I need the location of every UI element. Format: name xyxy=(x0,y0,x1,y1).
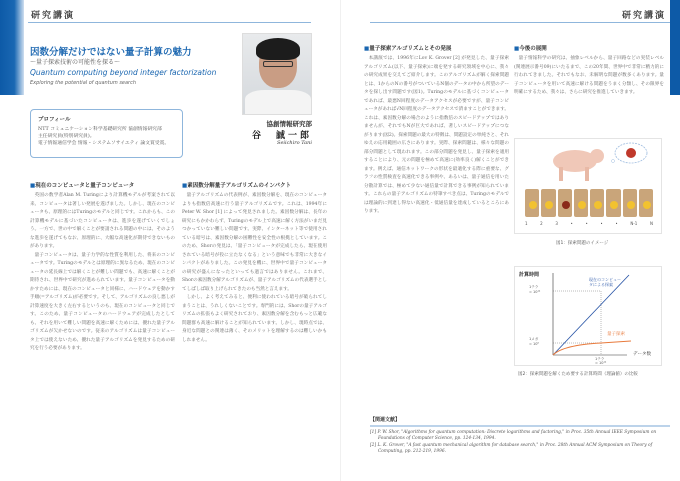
figure1-caption: 図1：探索問題のイメージ xyxy=(556,241,609,246)
bag-label: 1 xyxy=(525,221,528,226)
right-accent-bar xyxy=(670,0,680,95)
paragraph: 量子情報科学の研究は、抽象レベルから、量子回路などの実装レベル(関連展示番号09)にいたるまで、この20年間、世界中で非常に精力的に行われてきました。それでもなお、未解明な問題が数多くあります。量子コンピュータを用いて高速に解ける問題をうまく分類し、その限界を明確にするため、我々は、さらに研究を推進していきます。 xyxy=(514,56,664,95)
author-name-en: Seiichiro Tani xyxy=(277,140,312,146)
references-heading: 【関連文献】 xyxy=(370,416,670,427)
x-tick: 1テラ = 10¹² xyxy=(595,357,607,365)
section-future: ■今後の展開 量子情報科学の研究は、抽象レベルから、量子回路などの実装レベル(関連展示番号09)にいたるまで、この20年間、世界中で非常に精力的に行われてきました。それでもなお、未解明な問題が数多くあります。量子コンピュータを用いて高速に解ける問題をうまく分類し、その限界を明確にするため、我々は、さらに研究を推進していきます。 xyxy=(514,44,664,98)
bag-label: 2 xyxy=(540,221,543,226)
quantum-series-label: 量子探索 xyxy=(607,332,625,337)
article-subtitle-jp: 〜量子探索技術の可能性を探る〜 xyxy=(30,59,121,66)
classical-series-label: 現在のコンピュータによる探索 xyxy=(589,277,621,287)
bag-icon xyxy=(590,189,604,217)
profile-label: プロフィール xyxy=(38,117,71,123)
article-title-en: Quantum computing beyond integer factorization xyxy=(30,68,217,77)
bag-row xyxy=(525,189,653,217)
figure-time-comparison xyxy=(514,266,662,366)
section-current-computers: ■現在のコンピュータと量子コンピュータ 英国の数学者Alan M. Turingにより計算機モデルが考案されて以来、コンピュータは著しい発展を遂げました。しかし、現在のコンピュータも、原理的にはTuringのモデルと同じです。これからも、この計算機モデルに基づいたコンピュータは、進歩を遂げていくでしょう。一方で、世の中で解くことが要請される問題の中には、そのような進歩を遂げてもなお、原理的に、大幅な高速化が期待できないものがあります。 量子コンピュータは、量子力学的な性質を利用した、将来のコンピュータです。Turingのモデルとは原理的に異なるため、現在のコンピュータの延長線上では解くことが難しい問題でも、高速に解くことが期待され、世界中で研究が進められています。量子コンピュータを動かすためには、現在のコンピュータと同様に、ハードウェアを動かす手順(=アルゴリズム)が必要です。そして、アルゴリズムの良し悪しが計算速度を大きく左右するというのも、現在のコンピュータと同じです。このため、量子コンピュータのハードウェアが完成したとしても、それを用いて難しい問題を高速に解くためには、優れた量子アルゴリズムが欠かせないのです。従来のアルゴリズムは量子コンピュータ上では使えないため、優れた量子アルゴリズムを発見するための研究を行う必要があります。 xyxy=(30,181,175,354)
profile-line: 主任研究員(特別研究員)。 xyxy=(38,134,95,139)
bag-label: • xyxy=(600,221,603,226)
profile-line: 電子情報通信学会 情報・システムソサイエティ 論文賞受賞。 xyxy=(38,141,170,146)
section-title-right: 研究講演 xyxy=(621,11,666,21)
paragraph: しかし、よく考えてみると、便利に使われている暗号が破られてしまうことは、うれしくないことです。専門的には、Shorの量子アルゴリズムの拡張もよく研究されており、素因数分解を含むもっと広範な問題群も高速に解けることが知られています。しかし、現時点では、身近な問題との関連は薄く、そのメリットを理解するのは難しいかもしれません。 xyxy=(182,295,327,343)
x-axis-label: データ数 xyxy=(633,352,651,357)
y-axis-label: 計算時間 xyxy=(519,272,540,278)
paragraph: 本講演では、1996年にLov K. Grover [2] が発見した、量子探索アルゴリズム(以下、量子探索)に端を発する研究領域を中心に、我々の研究成果を交えてご紹介します。このアルゴリズムが解く探索問題とは、1からのNの番号がついているN個のデータの中から所望のデータを探し出す問題です(図1)。Turingのモデルに基づくコンピュータであれば、最悪N回程度のデータアクセスが必要ですが、量子コンピュータがあれば√N回程度のデータアクセスで済ますことができます。これは、素因数分解の場合のように指数倍のスピードアップではありませんが、それでもNが巨大であれば、著しいスピードアップにつながります(図2)。探索問題の最大の特徴は、問題設定の単純さと、それゆえの応用範囲の広さにあります。実際、探索問題は、様々な問題の部分問題として現われます。この部分問題を発見し、量子探索を適用することにより、元の問題を極めて高速に(効率良く)解くことができます。例えば、通信ネットワークの形状を最適化する際に重要な、グラフの性質検査を高速化できる事例や、あるいは、量子通信を用いた分散計算では、極めて少ない通信量で計算できる事例が知られています。これらの量子アルゴリズムの特筆すべき点は、Turingのモデルでは理論的に到達し得ない高速化・低通信量を達成しているところにあります。 xyxy=(364,56,509,214)
bag-icon xyxy=(623,189,637,217)
figure2-caption: 図2：探索問題を解くため要する計算時間（理論値）の比較 xyxy=(518,372,638,377)
paragraph: 量子コンピュータは、量子力学的な性質を利用した、将来のコンピュータです。Turingのモデルとは原理的に異なるため、現在のコンピュータの延長線上では解くことが難しい問題でも、高速に解くことが期待され、世界中で研究が進められています。量子コンピュータを動かすためには、現在のコンピュータと同様に、ハードウェアを動かす手順(=アルゴリズム)が必要です。そして、アルゴリズムの良し悪しが計算速度を大きく左右するというのも、現在のコンピュータと同じです。このため、量子コンピュータのハードウェアが完成したとしても、それを用いて難しい問題を高速に解くためには、優れた量子アルゴリズムが欠かせないのです。従来のアルゴリズムは量子コンピュータ上では使えないため、優れた量子アルゴリズムを発見するための研究を行う必要があります。 xyxy=(30,252,175,351)
paragraph: 量子アルゴリズムの代表例が、素因数分解を、現在のコンピュータよりも指数倍高速に行う量子アルゴリズムです。これは、1994年にPeter W. Shor [1] によって発見されました。素因数分解は、長年の研究にもかかわらず、Turingのモデル上で高速に解く方法がいまだ見つかっていない難しい問題です。実際、インターネット等で使用されている暗号は、素因数分解の困難性を安全性の根拠としています。このため、Shorの発見は、「量子コンピュータが完成したら、現在使用されている暗号が役に立たなくなる」という意味でも非常に大きなインパクトがありました。この発見を機に、世界中で量子コンピュータの研究が盛んになったといっても過言ではありません。これまで、Shorの素因数分解アルゴリズムが、量子アルゴリズムの代表選手としてしばしば取り上げられてきたのも当然と言えます。 xyxy=(182,193,327,292)
article-title-jp: 因数分解だけではない量子計算の魅力 xyxy=(30,47,192,58)
reference-item: [1] P. W. Shor, "Algorithms for quantum computation: Discrete logarithms and factoring," in Proc. 35th Annual IEEE Symposium on Foundations of Computer Science, pp. 124-134, 1994. xyxy=(370,430,657,441)
y-tick-high: 1テラ = 10¹² xyxy=(529,285,541,294)
bag-label: • xyxy=(585,221,588,226)
author-affiliation: 協創情報研究部 xyxy=(266,120,312,128)
y-tick-low: 1メガ = 10⁶ xyxy=(529,337,539,346)
bag-icon xyxy=(525,189,539,217)
author-name-jp: 谷 誠一郎 xyxy=(251,131,312,141)
header-rule-right xyxy=(370,22,670,23)
figure-search-image xyxy=(514,138,662,234)
section-heading: 現在のコンピュータと量子コンピュータ xyxy=(35,183,135,189)
pig-and-bags-illustration xyxy=(515,139,661,233)
bag-label: N xyxy=(649,221,653,226)
left-accent-bar xyxy=(0,0,24,95)
section-heading: 量子探索アルゴリズムとその発展 xyxy=(369,46,452,52)
section-title-left: 研究講演 xyxy=(31,11,76,21)
paragraph: 英国の数学者Alan M. Turingにより計算機モデルが考案されて以来、コンピュータは著しい発展を遂げました。しかし、現在のコンピュータも、原理的にはTuringのモデルと同じです。これからも、この計算機モデルに基づいたコンピュータは、進歩を遂げていくでしょう。一方で、世の中で解くことが要請される問題の中には、そのような進歩を遂げてもなお、原理的に、大幅な高速化が期待できないものがあります。 xyxy=(30,193,175,249)
bag-label: • xyxy=(570,221,573,226)
reference-item: [2] L. K. Grover, "A fast quantum mechanical algorithm for database search," in Proc. 28th Annual ACM Symposium on Theory of Computing, pp. 212-219, 1996. xyxy=(370,443,653,454)
profile-line: NTT コミュニケーション科学基礎研究所 協創情報研究部 xyxy=(38,127,162,132)
bag-labels xyxy=(525,221,653,226)
section-factoring-impact: ■素因数分解量子アルゴリズムのインパクト 量子アルゴリズムの代表例が、素因数分解を、現在のコンピュータよりも指数倍高速に行う量子アルゴリズムです。これは、1994年にPeter W. Shor [1] によって発見されました。素因数分解は、長年の研究にもかかわらず、Turingのモデル上で高速に解く方法がいまだ見つかっていない難しい問題です。実際、インターネット等で使用されている暗号は、素因数分解の困難性を安全性の根拠としています。このため、Shorの発見は、「量子コンピュータが完成したら、現在使用されている暗号が役に立たなくなる」という意味でも非常に大きなインパクトがありました。この発見を機に、世界中で量子コンピュータの研究が盛んになったといっても過言ではありません。これまで、Shorの素因数分解アルゴリズムが、量子アルゴリズムの代表選手としてしばしば取り上げられてきたのも当然と言えます。 しかし、よく考えてみると、便利に使われている暗号が破られてしまうことは、うれしくないことです。専門的には、Shorの量子アルゴリズムの拡張もよく研究されており、素因数分解を含むもっと広範な問題群も高速に解けることが知られています。しかし、現時点では、身近な問題との関連は薄く、そのメリットを理解するのは難しいかもしれません。 xyxy=(182,181,327,345)
bag-icon xyxy=(639,189,653,217)
section-heading: 今後の展開 xyxy=(519,46,547,52)
author-photo xyxy=(242,33,312,115)
bag-label: 3 xyxy=(555,221,558,226)
bag-icon xyxy=(558,189,572,217)
bag-icon xyxy=(574,189,588,217)
bag-icon xyxy=(606,189,620,217)
section-heading: 素因数分解量子アルゴリズムのインパクト xyxy=(187,183,291,189)
page-fold xyxy=(340,0,341,481)
header-rule-left xyxy=(28,22,311,23)
profile-box xyxy=(30,109,183,158)
bag-icon xyxy=(541,189,555,217)
bag-label: • xyxy=(615,221,618,226)
references xyxy=(370,416,670,456)
section-quantum-search: ■量子探索アルゴリズムとその発展 本講演では、1996年にLov K. Grover [2] が発見した、量子探索アルゴリズム(以下、量子探索)に端を発する研究領域を中心に、我々の研究成果を交えてご紹介します。このアルゴリズムが解く探索問題とは、1からのNの番号がついているN個のデータの中から所望のデータを探し出す問題です(図1)。Turingのモデルに基づくコンピュータであれば、最悪N回程度のデータアクセスが必要ですが、量子コンピュータがあれば√N回程度のデータアクセスで済ますことができます。これは、素因数分解の場合のように指数倍のスピードアップではありませんが、それでもNが巨大であれば、著しいスピードアップにつながります(図2)。探索問題の最大の特徴は、問題設定の単純さと、それゆえの応用範囲の広さにあります。実際、探索問題は、様々な問題の部分問題として現われます。この部分問題を発見し、量子探索を適用することにより、元の問題を極めて高速に(効率良く)解くことができます。例えば、通信ネットワークの形状を最適化する際に重要な、グラフの性質検査を高速化できる事例や、あるいは、量子通信を用いた分散計算では、極めて少ない通信量で計算できる事例が知られています。これらの量子アルゴリズムの特筆すべき点は、Turingのモデルでは理論的に到達し得ない高速化・低通信量を達成しているところにあります。 xyxy=(364,44,509,217)
article-subtitle-en: Exploring the potential of quantum search xyxy=(30,80,137,86)
bag-label: N-1 xyxy=(630,221,638,226)
